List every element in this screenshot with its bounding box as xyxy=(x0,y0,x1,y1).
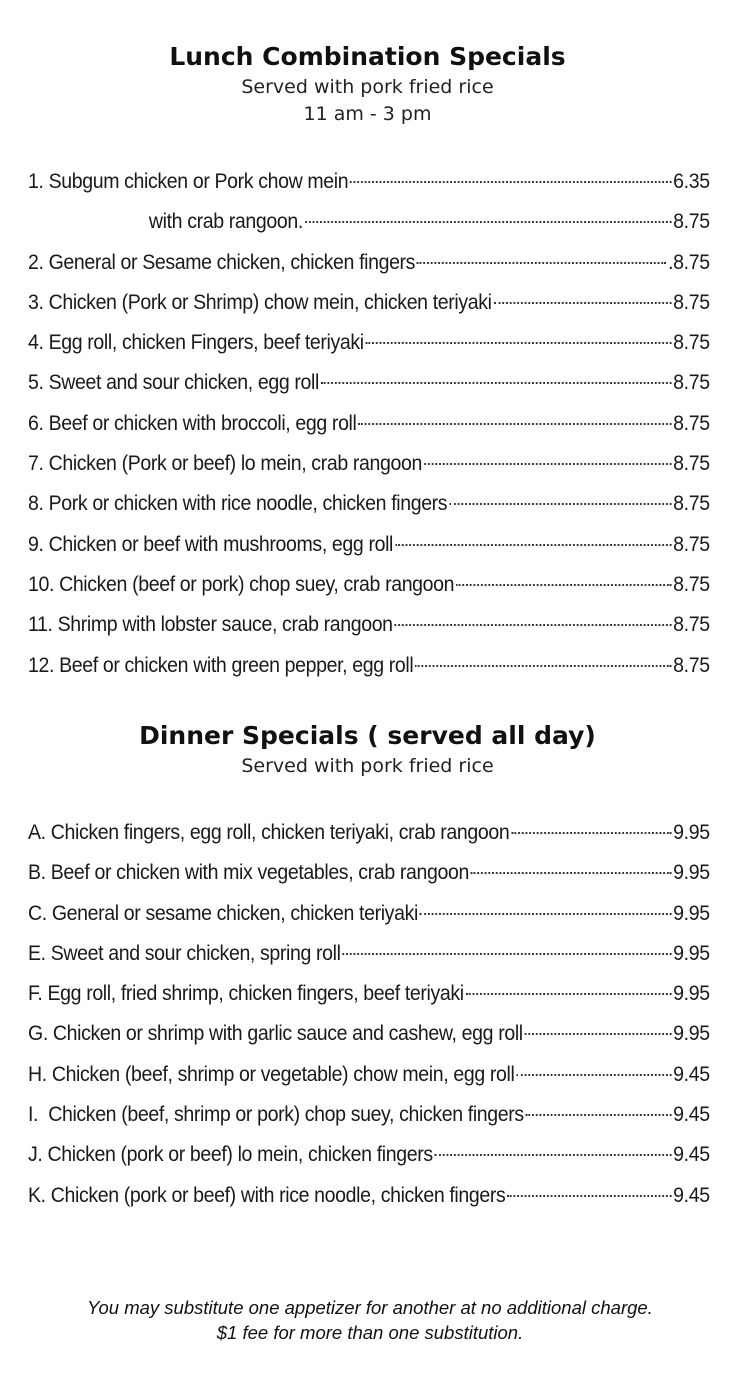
menu-item xyxy=(28,974,710,1014)
dinner-subtitle: Served with pork fried rice xyxy=(241,755,494,777)
item-name: 8. Pork or chicken with rice noodle, chicken fingers xyxy=(28,492,448,516)
dinner-title: Dinner Specials ( served all day) xyxy=(139,721,596,750)
item-price: 9.45 xyxy=(673,1103,710,1127)
menu-item xyxy=(28,813,710,853)
item-price: 9.95 xyxy=(673,821,710,844)
item-name: 5. Sweet and sour chicken, egg roll xyxy=(28,371,319,395)
item-price: 8.75 xyxy=(673,613,710,637)
menu-item xyxy=(28,1055,710,1095)
menu-item xyxy=(28,404,710,444)
dot-leader xyxy=(466,993,672,995)
lunch-title: Lunch Combination Specials xyxy=(169,42,566,71)
item-name: A. Chicken fingers, egg roll, chicken teriyaki, crab rangoon xyxy=(28,821,510,844)
menu-item xyxy=(28,484,710,524)
item-price: 8.75 xyxy=(673,210,710,234)
dot-leader xyxy=(516,1074,671,1076)
dot-leader xyxy=(435,1154,672,1156)
item-name: E. Sweet and sour chicken, spring roll xyxy=(28,941,341,965)
dot-leader xyxy=(417,262,666,264)
lunch-hours: 11 am - 3 pm xyxy=(303,103,432,125)
dot-leader xyxy=(424,463,671,465)
item-name: 12. Beef or chicken with green pepper, egg roll xyxy=(28,653,414,677)
menu-item xyxy=(28,323,710,363)
menu-item xyxy=(28,565,710,605)
dinner-menu-list xyxy=(28,813,710,1216)
item-name: 7. Chicken (Pork or beef) lo mein, crab rangoon xyxy=(28,452,422,476)
item-price: 8.75 xyxy=(673,572,710,596)
item-price: .8.75 xyxy=(668,250,710,274)
menu-item xyxy=(28,1135,710,1175)
item-price: 8.75 xyxy=(673,532,710,556)
item-name: F. Egg roll, fried shrimp, chicken fingers, beef teriyaki xyxy=(28,982,464,1006)
item-price: 9.45 xyxy=(673,1183,710,1207)
item-name: H. Chicken (beef, shrimp or vegetable) chow mein, egg roll xyxy=(28,1062,515,1086)
item-price: 9.95 xyxy=(673,901,710,925)
dot-leader xyxy=(342,953,671,955)
item-price: 9.95 xyxy=(673,941,710,965)
item-name: 11. Shrimp with lobster sauce, crab rangoon xyxy=(28,613,393,637)
item-price: 8.75 xyxy=(673,290,710,314)
footer-line-1: You may substitute one appetizer for another at no additional charge. xyxy=(87,1297,653,1318)
item-name: I. Chicken (beef, shrimp or pork) chop suey, chicken fingers xyxy=(28,1103,524,1127)
dot-leader xyxy=(395,544,671,546)
menu-item xyxy=(28,1095,710,1135)
menu-item xyxy=(28,444,710,484)
dot-leader xyxy=(493,302,671,304)
item-name: 4. Egg roll, chicken Fingers, beef teriyaki xyxy=(28,331,364,355)
item-price: 8.75 xyxy=(673,411,710,435)
dot-leader xyxy=(395,624,672,626)
dot-leader xyxy=(420,913,672,915)
lunch-subtitle: Served with pork fried rice xyxy=(241,76,494,98)
dot-leader xyxy=(449,503,671,505)
dot-leader xyxy=(305,221,672,223)
item-name: C. General or sesame chicken, chicken teriyaki xyxy=(28,901,418,925)
menu-item xyxy=(28,1014,710,1054)
item-name: 6. Beef or chicken with broccoli, egg roll xyxy=(28,411,357,435)
item-price: 8.75 xyxy=(673,331,710,355)
item-price: 8.75 xyxy=(673,371,710,395)
item-name: 9. Chicken or beef with mushrooms, egg roll xyxy=(28,532,394,556)
item-price: 8.75 xyxy=(673,492,710,516)
dot-leader xyxy=(525,1033,672,1035)
footer-line-2: $1 fee for more than one substitution. xyxy=(216,1322,524,1343)
dot-leader xyxy=(415,665,671,667)
dot-leader xyxy=(511,832,671,834)
item-name: 2. General or Sesame chicken, chicken fingers xyxy=(28,250,416,274)
item-price: 8.75 xyxy=(673,653,710,677)
dot-leader xyxy=(456,584,671,586)
item-name: 3. Chicken (Pork or Shrimp) chow mein, chicken teriyaki xyxy=(28,290,492,314)
item-name: with crab rangoon. xyxy=(148,210,303,234)
menu-item xyxy=(28,363,710,403)
lunch-menu-list xyxy=(28,162,710,686)
item-name: 10. Chicken (beef or pork) chop suey, crab rangoon xyxy=(28,572,455,596)
item-name: G. Chicken or shrimp with garlic sauce and cashew, egg roll xyxy=(28,1022,523,1046)
menu-item xyxy=(28,853,710,893)
dot-leader xyxy=(358,423,671,425)
item-name: 1. Subgum chicken or Pork chow mein xyxy=(28,170,349,193)
menu-item xyxy=(28,525,710,565)
dot-leader xyxy=(321,382,671,384)
menu-item xyxy=(28,1176,710,1216)
dot-leader xyxy=(366,342,672,344)
item-price: 9.95 xyxy=(673,861,710,885)
item-price: 8.75 xyxy=(673,452,710,476)
dot-leader xyxy=(507,1195,671,1197)
item-name: B. Beef or chicken with mix vegetables, crab rangoon xyxy=(28,861,469,885)
menu-item xyxy=(28,894,710,934)
item-price: 9.95 xyxy=(673,1022,710,1046)
dot-leader xyxy=(350,181,671,183)
item-price: 6.35 xyxy=(673,170,710,193)
menu-item xyxy=(28,934,710,974)
item-price: 9.95 xyxy=(673,982,710,1006)
item-price: 9.45 xyxy=(673,1062,710,1086)
menu-item xyxy=(28,605,710,645)
dot-leader xyxy=(526,1114,672,1116)
menu-item xyxy=(28,646,710,686)
menu-item xyxy=(28,202,710,242)
item-price: 9.45 xyxy=(673,1143,710,1167)
item-name: J. Chicken (pork or beef) lo mein, chicken fingers xyxy=(28,1143,433,1167)
menu-item xyxy=(28,162,710,202)
menu-item xyxy=(28,243,710,283)
dot-leader xyxy=(471,872,671,874)
substitution-note xyxy=(0,1295,740,1345)
item-name: K. Chicken (pork or beef) with rice noodle, chicken fingers xyxy=(28,1183,506,1207)
menu-item xyxy=(28,283,710,323)
